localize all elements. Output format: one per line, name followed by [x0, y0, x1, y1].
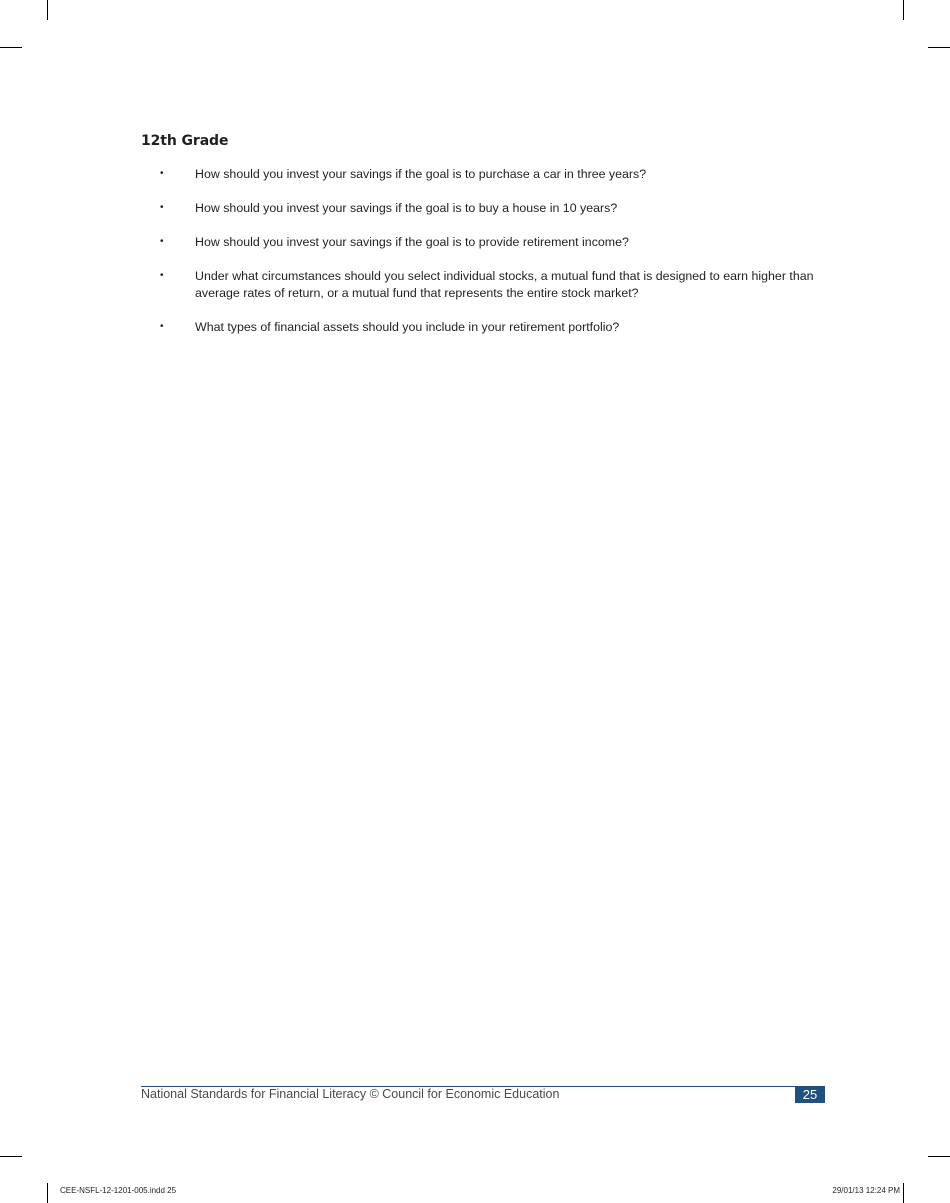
list-item — [141, 166, 831, 183]
list-item — [141, 200, 831, 217]
crop-mark-bottom-left-h — [0, 1156, 22, 1157]
bullet-icon: • — [160, 320, 164, 332]
bullet-icon: • — [160, 168, 164, 179]
print-slug-file: CEE-NSFL-12-1201-005.indd 25 — [60, 1186, 177, 1195]
question-list — [141, 166, 831, 353]
question-text: How should you invest your savings if the goal is to buy a house in 10 years? — [195, 201, 618, 215]
question-text: Under what circumstances should you select individual stocks, a mutual fund that is designed to earn higher than average rates of return, or a mutual fund that represents the entire stock market? — [195, 269, 814, 300]
page-number-badge: 25 — [795, 1087, 825, 1103]
crop-mark-bottom-right — [903, 1183, 904, 1203]
crop-mark-top-right — [903, 0, 904, 20]
crop-mark-top-left-h — [0, 47, 22, 48]
print-slug-timestamp: 29/01/13 12:24 PM — [832, 1186, 900, 1195]
crop-mark-top-right-h — [928, 47, 950, 48]
crop-mark-bottom-left — [47, 1183, 48, 1203]
question-text: How should you invest your savings if the goal is to purchase a car in three years? — [195, 167, 647, 181]
list-item — [141, 268, 831, 301]
crop-mark-bottom-right-h — [928, 1156, 950, 1157]
footer-credit: National Standards for Financial Literacy © Council for Economic Education — [141, 1087, 560, 1101]
list-item — [141, 319, 831, 336]
crop-mark-top-left — [47, 0, 48, 20]
list-item — [141, 234, 831, 251]
question-text: How should you invest your savings if the goal is to provide retirement income? — [195, 235, 629, 249]
question-text: What types of financial assets should you include in your retirement portfolio? — [195, 319, 620, 334]
bullet-icon: • — [160, 270, 164, 281]
bullet-icon: • — [160, 202, 164, 213]
section-heading: 12th Grade — [141, 133, 229, 149]
bullet-icon: • — [160, 236, 164, 247]
